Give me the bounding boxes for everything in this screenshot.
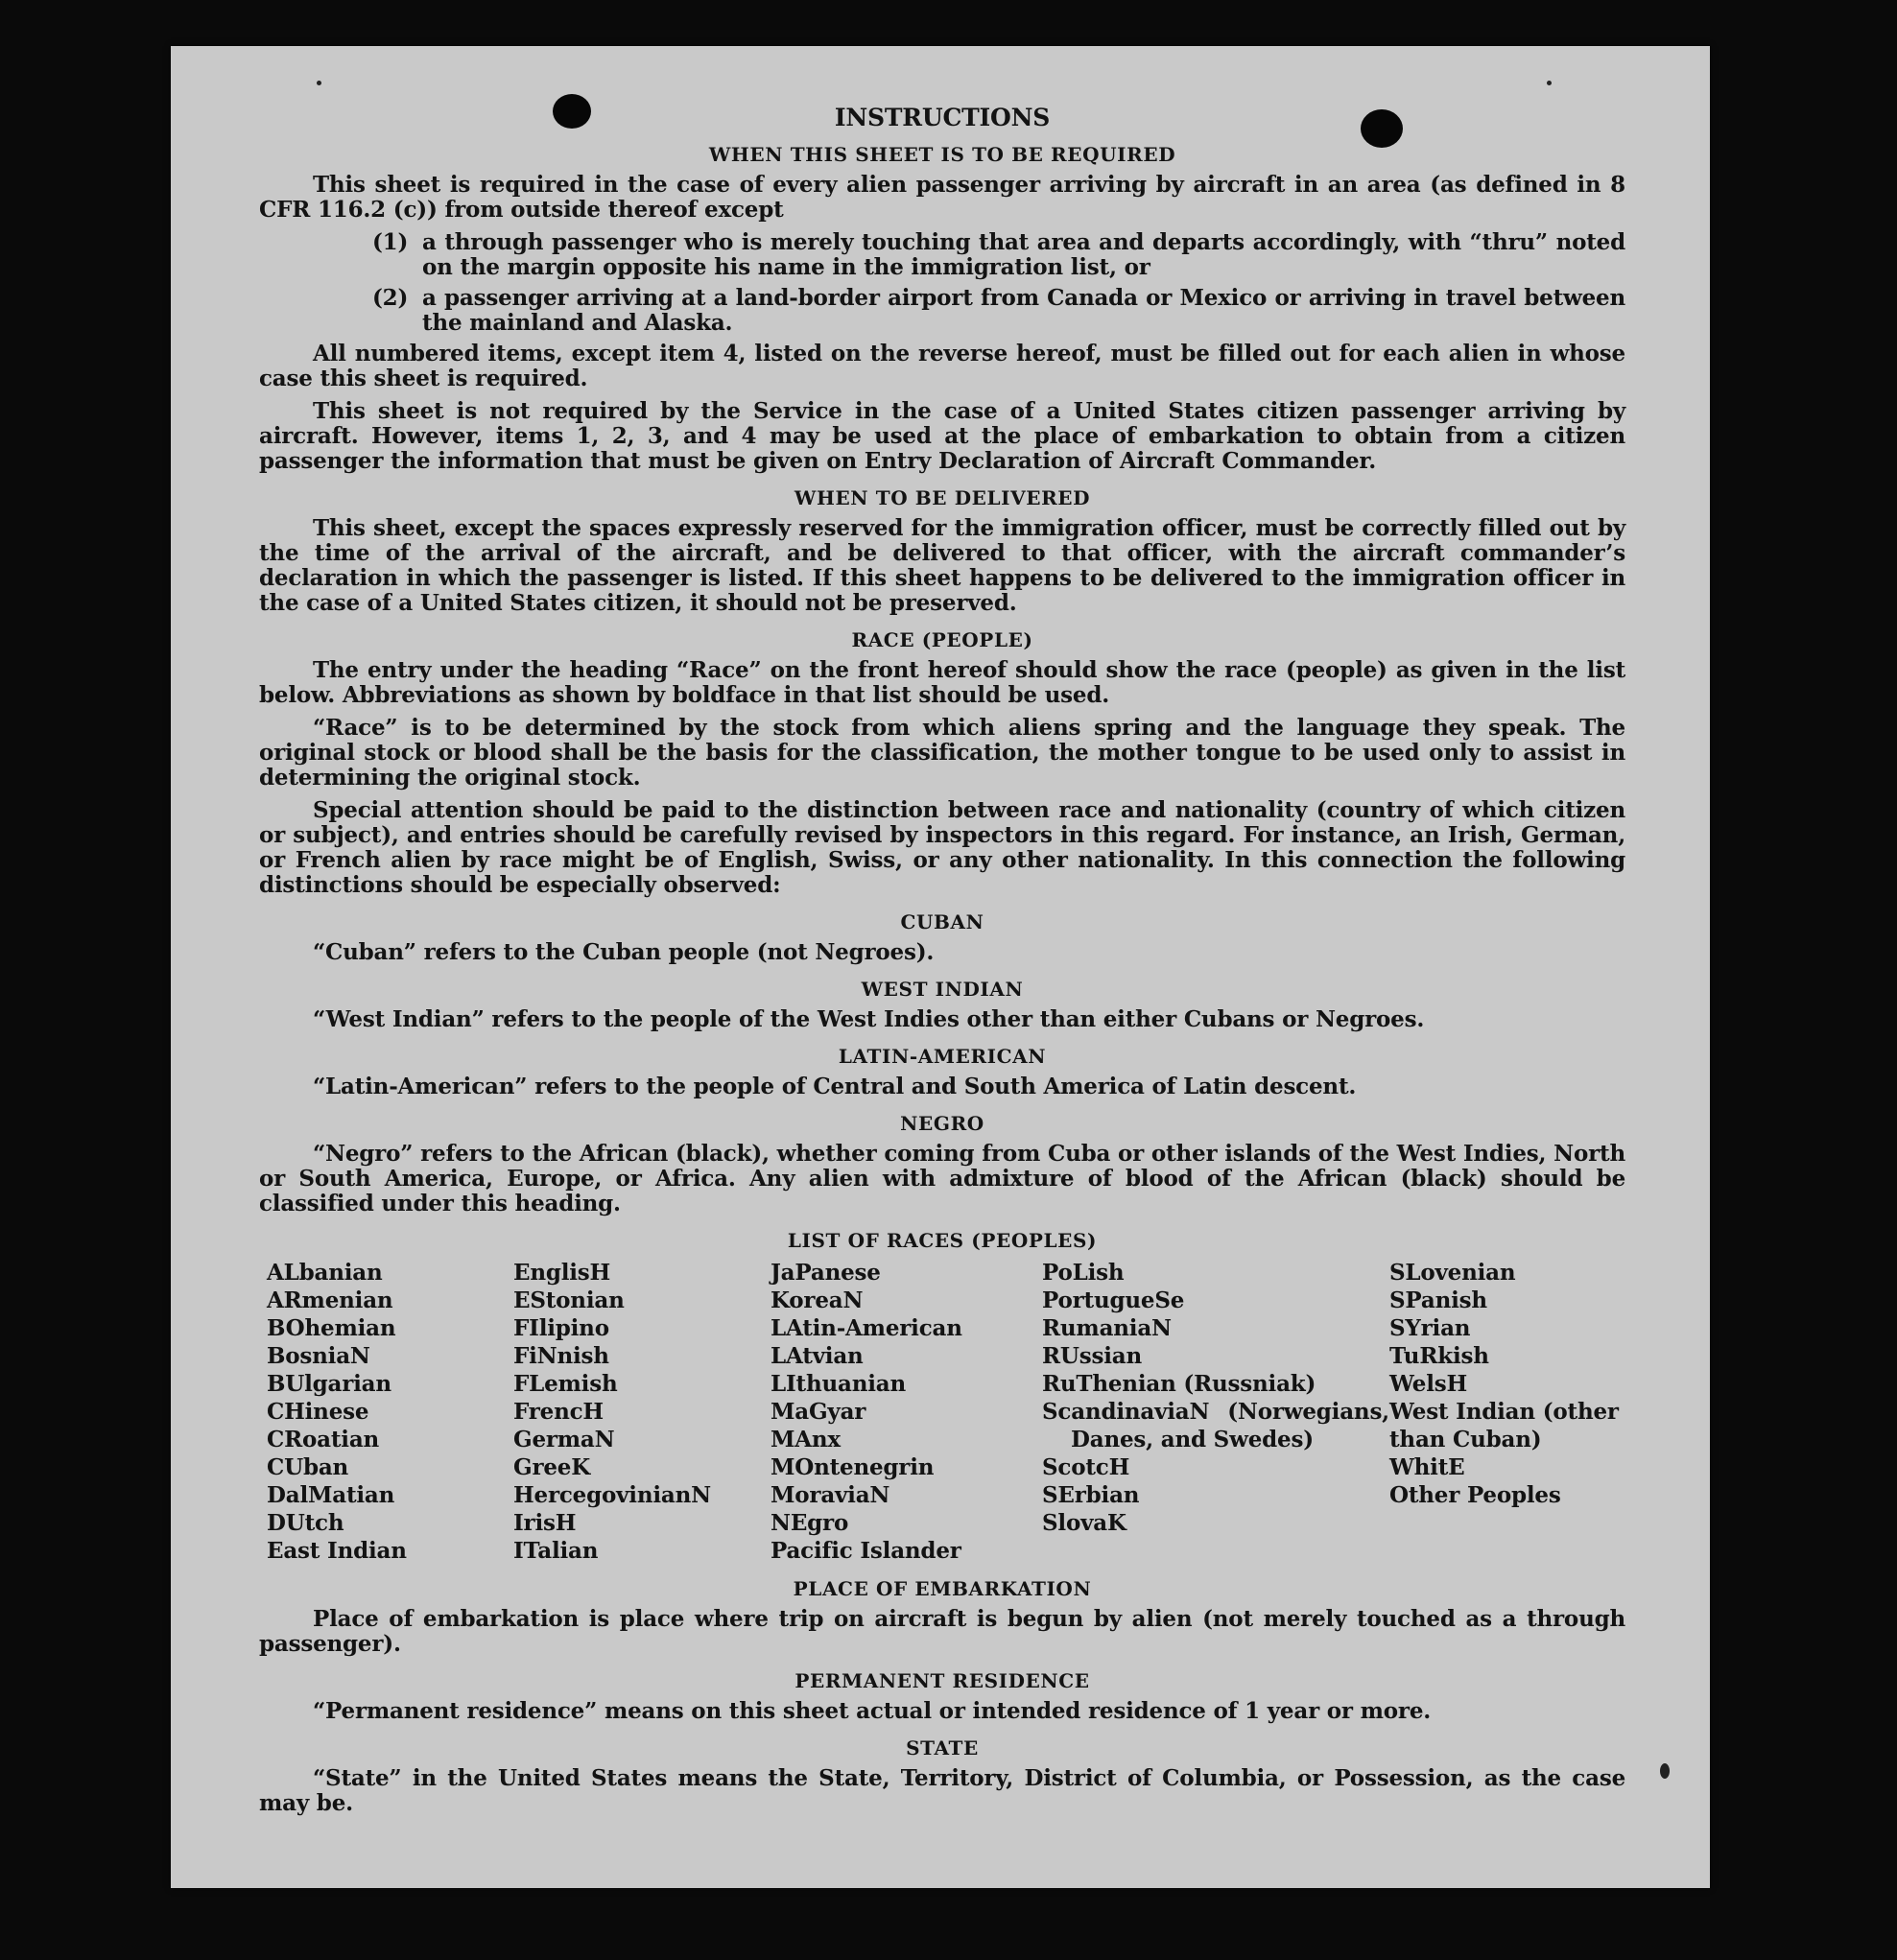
section-heading: CUBAN <box>900 910 984 933</box>
race-item: RuThenian (Russniak) <box>1042 1371 1316 1397</box>
race-item: PoLish <box>1042 1260 1125 1286</box>
speck <box>1547 81 1552 85</box>
section-heading: RACE (PEOPLE) <box>851 628 1033 651</box>
race-item: WhitE <box>1389 1454 1465 1480</box>
race-item: BUlgarian <box>267 1371 391 1397</box>
race-item: CUban <box>267 1454 349 1480</box>
race-item: ScandinaviaN (Norwegians, Danes, and Swedes) <box>1042 1399 1389 1452</box>
item-number: (1) <box>372 229 409 255</box>
race-column <box>1389 1259 1633 1565</box>
paragraph: Special attention should be paid to the distinction between race and nationality (country of which citizen or subject), and entries should be carefully revised by inspectors in this regard. For instance, an Irish, German, or French alien by race might be of English, Swiss, or any other nationality. In this connection the following distinctions should be especially observed: <box>259 797 1625 898</box>
speck <box>1660 1763 1670 1779</box>
race-item: CHinese <box>267 1399 369 1425</box>
paragraph: “Latin-American” refers to the people of Central and South America of Latin descent. <box>313 1074 1357 1099</box>
race-item: LIthuanian <box>771 1371 906 1397</box>
race-item: WelsH <box>1389 1371 1468 1397</box>
race-item: IrisH <box>513 1510 577 1536</box>
race-item: MaGyar <box>771 1399 866 1425</box>
race-item: FIlipino <box>513 1315 609 1341</box>
race-item: EStonian <box>513 1287 625 1313</box>
race-item: FrencH <box>513 1399 604 1425</box>
race-item: BOhemian <box>267 1315 396 1341</box>
race-item: SErbian <box>1042 1482 1140 1508</box>
paragraph: “State” in the United States means the State, Territory, District of Columbia, or Possession, as the case may be. <box>259 1765 1625 1816</box>
speck <box>317 81 321 85</box>
race-item: ITalian <box>513 1538 599 1564</box>
race-item: CRoatian <box>267 1427 380 1452</box>
race-column <box>1042 1259 1389 1565</box>
paragraph: “Race” is to be determined by the stock from which aliens spring and the language they speak. The original stock or blood shall be the basis for the classification, the mother tongue to be used only to assist in determining the original stock. <box>259 715 1625 791</box>
race-item: DUtch <box>267 1510 344 1536</box>
paragraph: “Negro” refers to the African (black), whether coming from Cuba or other islands of the West Indies, North or South America, Europe, or Africa. Any alien with admixture of blood of the African (black) should be classified under this heading. <box>259 1141 1625 1216</box>
race-item: PortugueSe <box>1042 1287 1185 1313</box>
section-heading: WEST INDIAN <box>861 978 1024 1001</box>
race-item: MAnx <box>771 1427 841 1452</box>
race-item: EnglisH <box>513 1260 611 1286</box>
race-item: KoreaN <box>771 1287 864 1313</box>
list-item <box>259 286 1625 336</box>
race-item: BosniaN <box>267 1343 370 1369</box>
paragraph: This sheet is required in the case of every alien passenger arriving by aircraft in an area (as defined in 8 CFR 116.2 (c)) from outside thereof except <box>259 172 1625 223</box>
item-text: a passenger arriving at a land-border airport from Canada or Mexico or arriving in travel between the mainland and Alaska. <box>422 285 1625 336</box>
race-item: LAtin-American <box>771 1315 962 1341</box>
race-item: ARmenian <box>267 1287 393 1313</box>
race-item: Other Peoples <box>1389 1482 1561 1508</box>
race-item: ScotcH <box>1042 1454 1130 1480</box>
section-heading: WHEN TO BE DELIVERED <box>794 486 1091 509</box>
paragraph: “Cuban” refers to the Cuban people (not Negroes). <box>313 939 935 965</box>
paragraph: The entry under the heading “Race” on the front hereof should show the race (people) as given in the list below. Abbreviations as shown by boldface in that list should be used. <box>259 657 1625 708</box>
race-item: GermaN <box>513 1427 615 1452</box>
race-item: FLemish <box>513 1371 618 1397</box>
item-text: a through passenger who is merely touching that area and departs accordingly, with “thru” noted on the margin opposite his name in the immigration list, or <box>422 229 1625 280</box>
race-item: MoraviaN <box>771 1482 890 1508</box>
paragraph: “West Indian” refers to the people of the West Indies other than either Cubans or Negroes. <box>313 1006 1425 1032</box>
paragraph: Place of embarkation is place where trip on aircraft is begun by alien (not merely touched as a through passenger). <box>259 1606 1625 1657</box>
race-item: TuRkish <box>1389 1343 1489 1369</box>
section-heading: PERMANENT RESIDENCE <box>794 1669 1090 1692</box>
race-list <box>267 1259 1625 1565</box>
race-item: SlovaK <box>1042 1510 1126 1536</box>
section-heading: STATE <box>906 1736 979 1759</box>
section-heading: LATIN-AMERICAN <box>838 1045 1047 1068</box>
document-title: INSTRUCTIONS <box>834 104 1051 131</box>
race-item: FiNnish <box>513 1343 609 1369</box>
race-column <box>771 1259 1042 1565</box>
list-item <box>259 230 1625 280</box>
section-heading: LIST OF RACES (PEOPLES) <box>787 1229 1098 1252</box>
race-item: SPanish <box>1389 1287 1487 1313</box>
race-item: JaPanese <box>771 1260 881 1286</box>
race-item: RUssian <box>1042 1343 1143 1369</box>
section-heading: PLACE OF EMBARKATION <box>793 1577 1092 1600</box>
item-number: (2) <box>372 285 409 311</box>
race-item: GreeK <box>513 1454 591 1480</box>
paragraph: “Permanent residence” means on this sheet actual or intended residence of 1 year or more. <box>313 1698 1432 1724</box>
race-item: HercegovinianN <box>513 1482 711 1508</box>
paragraph: All numbered items, except item 4, listed on the reverse hereof, must be filled out for each alien in whose case this sheet is required. <box>259 341 1625 391</box>
race-item: LAtvian <box>771 1343 864 1369</box>
paragraph: This sheet is not required by the Service in the case of a United States citizen passenger arriving by aircraft. However, items 1, 2, 3, and 4 may be used at the place of embarkation to obtain from a citizen passenger the information that must be given on Entry Declaration of Aircraft Commander. <box>259 398 1625 474</box>
race-item: RumaniaN <box>1042 1315 1172 1341</box>
race-column <box>267 1259 513 1565</box>
race-column <box>513 1259 771 1565</box>
race-item: MOntenegrin <box>771 1454 935 1480</box>
paragraph: This sheet, except the spaces expressly reserved for the immigration officer, must be correctly filled out by the time of the arrival of the aircraft, and be delivered to that officer, with the aircraft commander’s declaration in which the passenger is listed. If this sheet happens to be delivered to the immigration officer in the case of a United States citizen, it should not be preserved. <box>259 515 1625 616</box>
instructions-content <box>259 106 1625 1824</box>
section-heading: WHEN THIS SHEET IS TO BE REQUIRED <box>708 143 1176 166</box>
race-item: NEgro <box>771 1510 849 1536</box>
race-item: Pacific Islander <box>771 1538 961 1564</box>
race-item: ALbanian <box>267 1260 383 1286</box>
race-item: SYrian <box>1389 1315 1471 1341</box>
race-item: SLovenian <box>1389 1260 1516 1286</box>
race-item: DalMatian <box>267 1482 395 1508</box>
race-item: West Indian (other than Cuban) <box>1389 1399 1619 1452</box>
race-item: East Indian <box>267 1538 407 1564</box>
section-heading: NEGRO <box>900 1112 984 1135</box>
